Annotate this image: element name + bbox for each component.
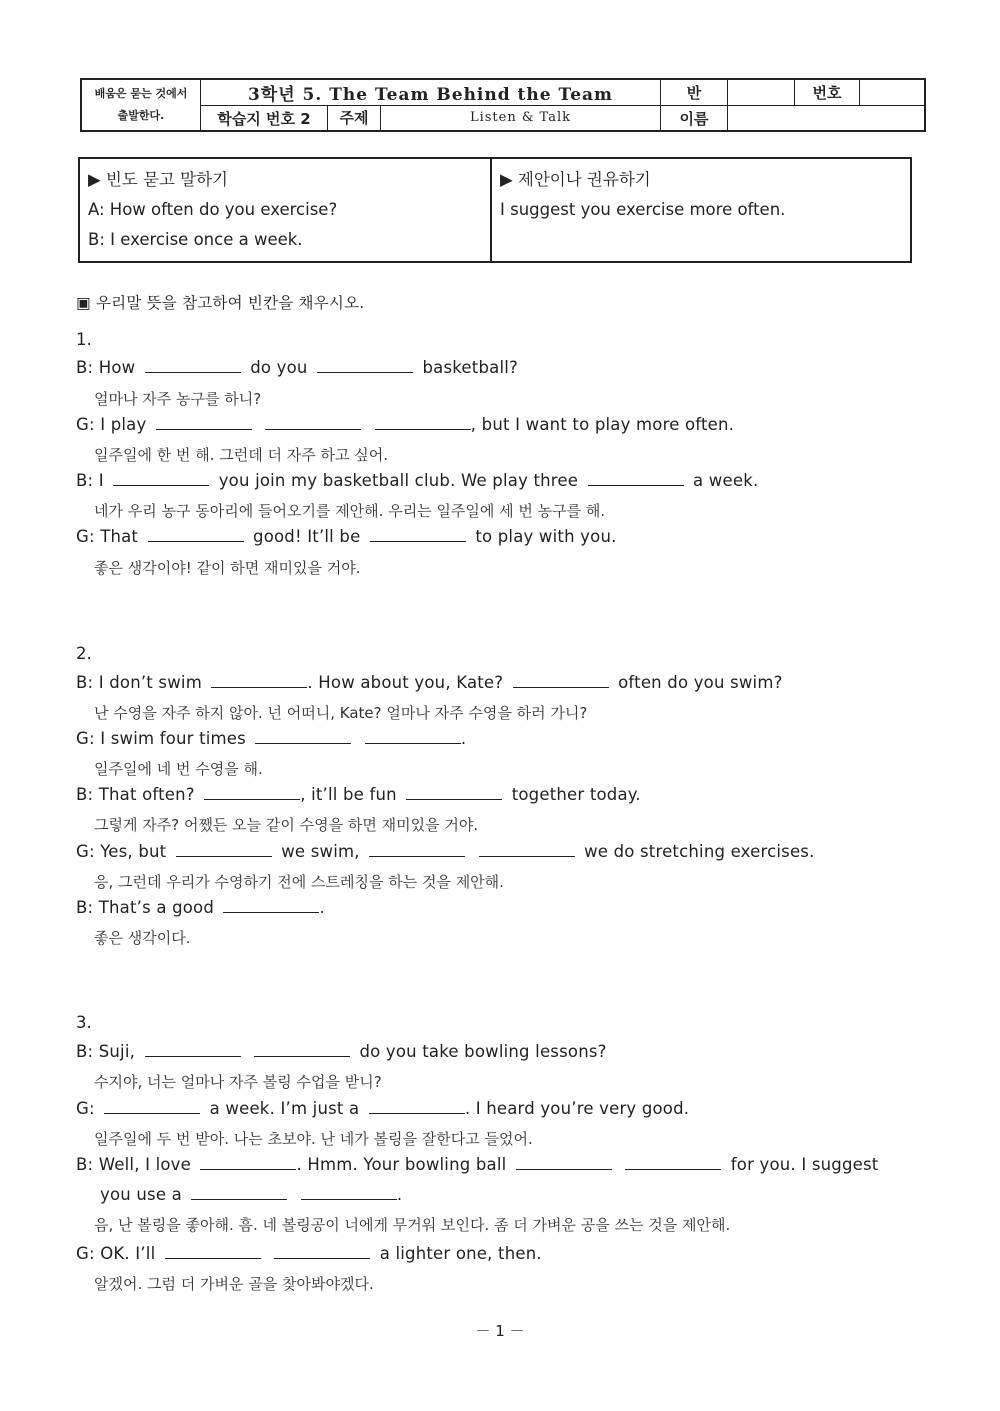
frequency-example-a: A: How often do you exercise?	[88, 200, 338, 219]
q2-line4: G: Yes, but we swim, we do stretching exercises.	[76, 842, 815, 861]
q2-number: 2.	[76, 644, 92, 663]
topic: Listen & Talk	[469, 110, 572, 125]
blank[interactable]	[200, 1168, 296, 1170]
blank[interactable]	[211, 686, 307, 688]
blank[interactable]	[513, 686, 609, 688]
blank[interactable]	[375, 428, 471, 430]
q1-line1: B: How do you basketball?	[76, 358, 518, 377]
blank[interactable]	[204, 798, 300, 800]
blank[interactable]	[176, 855, 272, 857]
q1-line3: B: I you join my basketball club. We play three a week.	[76, 471, 759, 490]
q2-translation5: 좋은 생각이다.	[94, 929, 191, 947]
blank[interactable]	[369, 1112, 465, 1114]
number-label: 번호	[795, 79, 860, 106]
blank[interactable]	[265, 428, 361, 430]
key-expressions-box	[78, 157, 912, 263]
blank[interactable]	[191, 1198, 287, 1200]
q1-translation1: 얼마나 자주 농구를 하니?	[94, 390, 262, 408]
blank[interactable]	[301, 1198, 397, 1200]
q1-translation2: 일주일에 한 번 해. 그런데 더 자주 하고 싶어.	[94, 446, 389, 464]
name-label: 이름	[661, 106, 728, 132]
blank[interactable]	[274, 1257, 370, 1259]
topic-label: 주제	[328, 106, 381, 130]
q3-translation4: 알겠어. 그럼 더 가벼운 골을 찾아봐야겠다.	[94, 1275, 374, 1293]
number-field[interactable]	[860, 79, 926, 106]
blank[interactable]	[516, 1168, 612, 1170]
q2-translation1: 난 수영을 자주 하지 않아. 넌 어떠니, Kate? 얼마나 자주 수영을 하러 가니?	[94, 704, 588, 722]
topic-cell	[328, 106, 661, 132]
q3-line4: G: OK. I’ll a lighter one, then.	[76, 1244, 542, 1263]
blank[interactable]	[145, 1055, 241, 1057]
class-field[interactable]	[728, 79, 795, 106]
sheet-number: 학습지 번호 2	[201, 106, 328, 132]
q2-line5: B: That’s a good .	[76, 898, 325, 917]
q3-line2: G: a week. I’m just a . I heard you’re very good.	[76, 1099, 690, 1118]
q2-line3: B: That often? , it’ll be fun together today.	[76, 785, 641, 804]
frequency-example-b: B: I exercise once a week.	[88, 230, 303, 249]
instruction: ▣ 우리말 뜻을 참고하여 빈칸을 채우시오.	[76, 294, 365, 312]
blank[interactable]	[588, 484, 684, 486]
q1-line4: G: That good! It’ll be to play with you.	[76, 527, 617, 546]
blank[interactable]	[370, 540, 466, 542]
q1-translation4: 좋은 생각이야! 같이 하면 재미있을 거야.	[94, 559, 361, 577]
q1-line2: G: I play , but I want to play more often.	[76, 415, 735, 434]
class-label: 반	[661, 79, 728, 106]
q2-translation4: 응, 그런데 우리가 수영하기 전에 스트레칭을 하는 것을 제안해.	[94, 873, 504, 891]
blank[interactable]	[625, 1168, 721, 1170]
blank[interactable]	[369, 855, 465, 857]
q3-translation2: 일주일에 두 번 받아. 나는 초보야. 난 네가 볼링을 잘한다고 들었어.	[94, 1130, 533, 1148]
suggestion-expressions	[492, 159, 910, 261]
name-field[interactable]	[728, 106, 926, 132]
frequency-title: ▶ 빈도 묻고 말하기	[88, 170, 228, 189]
header-table	[80, 78, 926, 132]
blank[interactable]	[254, 1055, 350, 1057]
blank[interactable]	[479, 855, 575, 857]
page-number: － 1 －	[475, 1322, 525, 1340]
blank[interactable]	[148, 540, 244, 542]
blank[interactable]	[113, 484, 209, 486]
q3-line1: B: Suji, do you take bowling lessons?	[76, 1042, 607, 1061]
blank[interactable]	[156, 428, 252, 430]
q3-line3-cont: you use a .	[100, 1185, 403, 1204]
q2-translation2: 일주일에 네 번 수영을 해.	[94, 760, 263, 778]
q3-translation3: 음, 난 볼링을 좋아해. 흠. 네 볼링공이 너에게 무거워 보인다. 좀 더 가벼운 공을 쓰는 것을 제안해.	[94, 1216, 731, 1234]
q2-translation3: 그렇게 자주? 어쨌든 오늘 같이 수영을 하면 재미있을 거야.	[94, 816, 479, 834]
suggestion-example: I suggest you exercise more often.	[500, 200, 786, 219]
motto: 배움은 묻는 것에서 출발한다.	[81, 79, 201, 131]
worksheet-title: 3학년 5. The Team Behind the Team	[201, 79, 661, 106]
q1-number: 1.	[76, 330, 92, 349]
blank[interactable]	[317, 371, 413, 373]
q3-line3: B: Well, I love . Hmm. Your bowling ball for you. I suggest	[76, 1155, 879, 1174]
blank[interactable]	[223, 911, 319, 913]
suggestion-title: ▶ 제안이나 권유하기	[500, 170, 651, 189]
blank[interactable]	[365, 742, 461, 744]
blank[interactable]	[104, 1112, 200, 1114]
blank[interactable]	[406, 798, 502, 800]
q2-line1: B: I don’t swim . How about you, Kate? often do you swim?	[76, 673, 783, 692]
frequency-expressions	[80, 159, 492, 261]
q2-line2: G: I swim four times .	[76, 729, 467, 748]
blank[interactable]	[165, 1257, 261, 1259]
q1-translation3: 네가 우리 농구 동아리에 들어오기를 제안해. 우리는 일주일에 세 번 농구를 해.	[94, 502, 606, 520]
blank[interactable]	[255, 742, 351, 744]
q3-number: 3.	[76, 1013, 92, 1032]
blank[interactable]	[145, 371, 241, 373]
q3-translation1: 수지야, 너는 얼마나 자주 볼링 수업을 받니?	[94, 1073, 382, 1091]
